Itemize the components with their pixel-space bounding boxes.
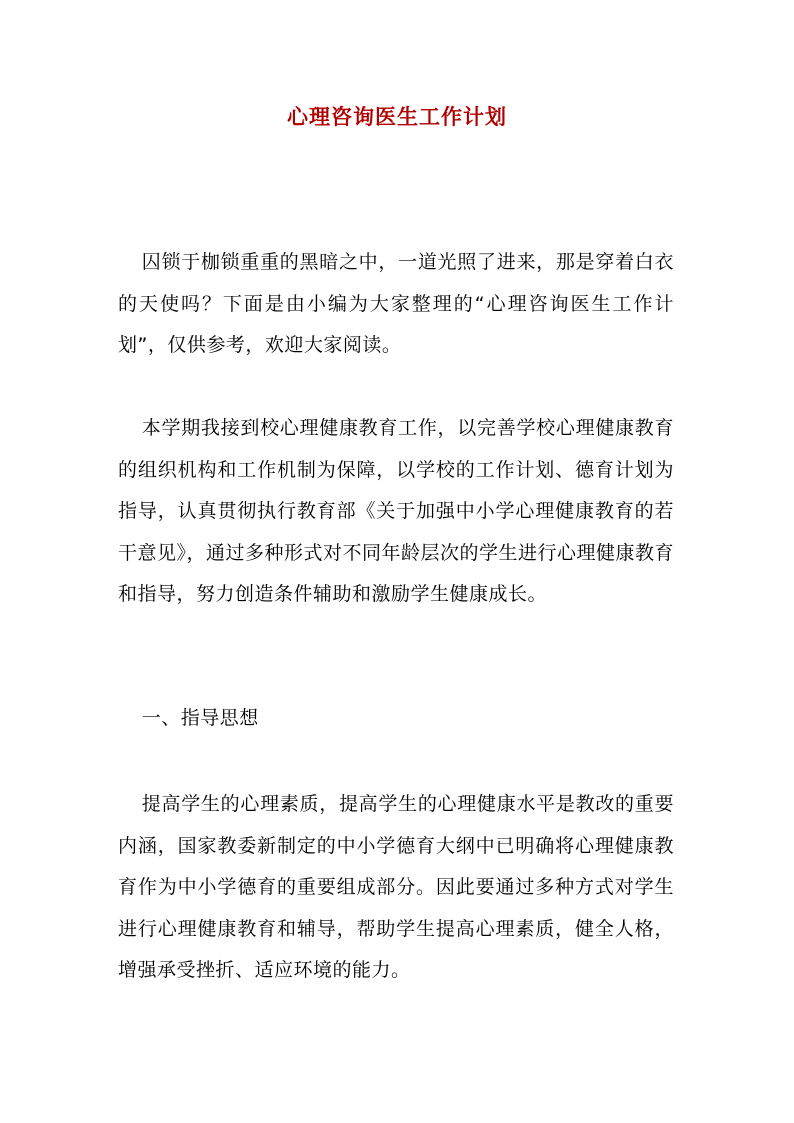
- section-heading: 一、指导思想: [141, 707, 259, 729]
- body-paragraph: 本学期我接到校心理健康教育工作，以完善学校心理健康教育的组织机构和工作机制为保障，以学校的工作计划、德育计划为指导，认真贯彻执行教育部《关于加强中小学心理健康教育的若干意见》，通过多种形式对不同年龄层次的学生进行心理健康教育和指导，努力创造条件辅助和激励学生健康成长。: [118, 417, 675, 606]
- section-paragraph: 提高学生的心理素质，提高学生的心理健康水平是教改的重要内涵，国家教委新制定的中小学德育大纲中已明确将心理健康教育作为中小学德育的重要组成部分。因此要通过多种方式对学生进行心理健康教育和辅导，帮助学生提高心理素质，健全人格，增强承受挫折、适应环境的能力。: [118, 793, 674, 982]
- document-title: 心理咨询医生工作计划: [287, 104, 507, 129]
- intro-paragraph: 囚锁于枷锁重重的黑暗之中，一道光照了进来，那是穿着白衣的天使吗？下面是由小编为大家整理的“心理咨询医生工作计划”，仅供参考，欢迎大家阅读。: [118, 251, 674, 357]
